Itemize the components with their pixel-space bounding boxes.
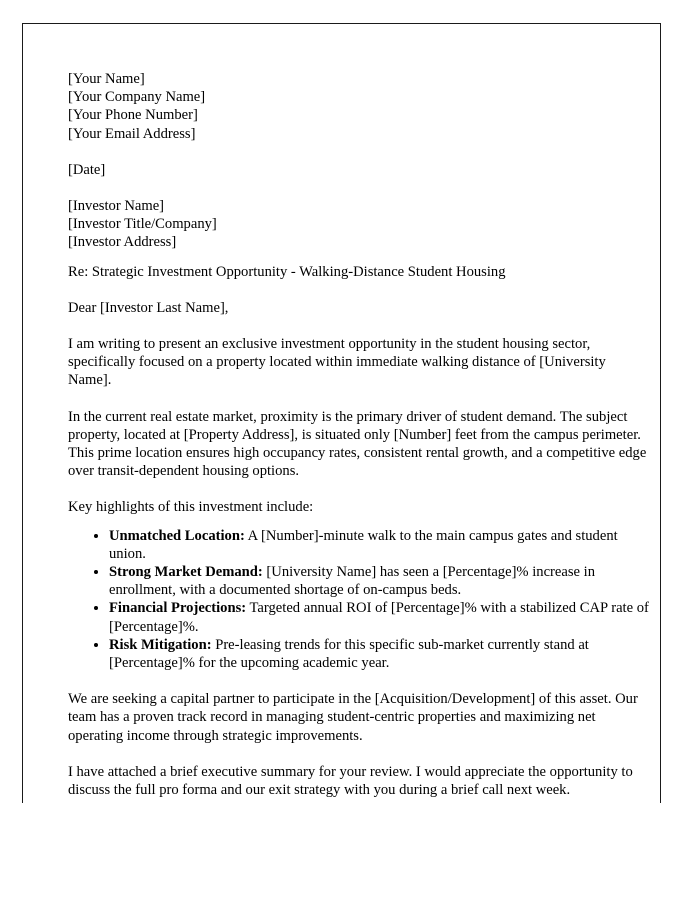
paragraph-highlights-intro: Key highlights of this investment include: xyxy=(68,499,314,516)
spacer-after-date xyxy=(68,179,649,197)
list-item xyxy=(109,563,649,599)
salutation: Dear [Investor Last Name], xyxy=(68,299,229,316)
paragraph-capital-partner: We are seeking a capital partner to participate in the [Acquisition/Development] of this asset. Our team has a proven track record in managing student-centric properties and maximizing net operating income through strategic improvements. xyxy=(68,691,638,744)
list-item xyxy=(109,636,649,672)
date-line: [Date] xyxy=(68,161,106,178)
spacer-after-sender xyxy=(68,143,649,161)
highlight-text: Targeted annual ROI of [Percentage]% with a stabilized CAP rate of [Percentage]%. xyxy=(109,600,649,635)
paragraph-closing: I have attached a brief executive summary for your review. I would appreciate the opportunity to discuss the full pro forma and our exit strategy with you during a brief call next week. xyxy=(68,763,633,799)
list-item xyxy=(109,527,649,563)
date-block xyxy=(68,161,649,179)
letter-body xyxy=(68,70,649,799)
sender-line-company: [Your Company Name] xyxy=(68,89,206,106)
paragraph-market: In the current real estate market, proximity is the primary driver of student demand. The subject property, located at [Property Address], is situated only [Number] feet from the campus perimeter. This prime location ensures high occupancy rates, consistent rental growth, and a competitive edge over transit-dependent housing options. xyxy=(68,408,647,480)
highlight-label: Risk Mitigation: xyxy=(109,636,212,653)
paragraph-intro: I am writing to present an exclusive investment opportunity in the student housing sector, specifically focused on a property located within immediate walking distance of [University Name]. xyxy=(68,336,606,389)
document-page-frame xyxy=(22,23,661,803)
highlight-label: Unmatched Location: xyxy=(109,527,245,544)
highlight-text: A [Number]-minute walk to the main campus gates and student union. xyxy=(109,527,618,562)
sender-address-block xyxy=(68,70,649,143)
highlight-label: Financial Projections: xyxy=(109,600,247,617)
sender-line-email: [Your Email Address] xyxy=(68,125,196,142)
sender-line-name: [Your Name] xyxy=(68,71,145,87)
subject-line: Re: Strategic Investment Opportunity - Walking-Distance Student Housing xyxy=(68,263,506,280)
highlight-text: Pre-leasing trends for this specific sub-market currently stand at [Percentage]% for the upcoming academic year. xyxy=(109,636,589,672)
sender-line-phone: [Your Phone Number] xyxy=(68,107,198,124)
highlight-label: Strong Market Demand: xyxy=(109,564,263,581)
recipient-line-name: [Investor Name] xyxy=(68,198,165,215)
list-item xyxy=(109,599,649,635)
recipient-address-block xyxy=(68,197,649,252)
recipient-line-address: [Investor Address] xyxy=(68,234,177,251)
highlights-list xyxy=(68,527,649,673)
highlight-text: [University Name] has seen a [Percentage]% increase in enrollment, with a documented shortage of on-campus beds. xyxy=(109,564,596,599)
recipient-line-title: [Investor Title/Company] xyxy=(68,216,217,233)
